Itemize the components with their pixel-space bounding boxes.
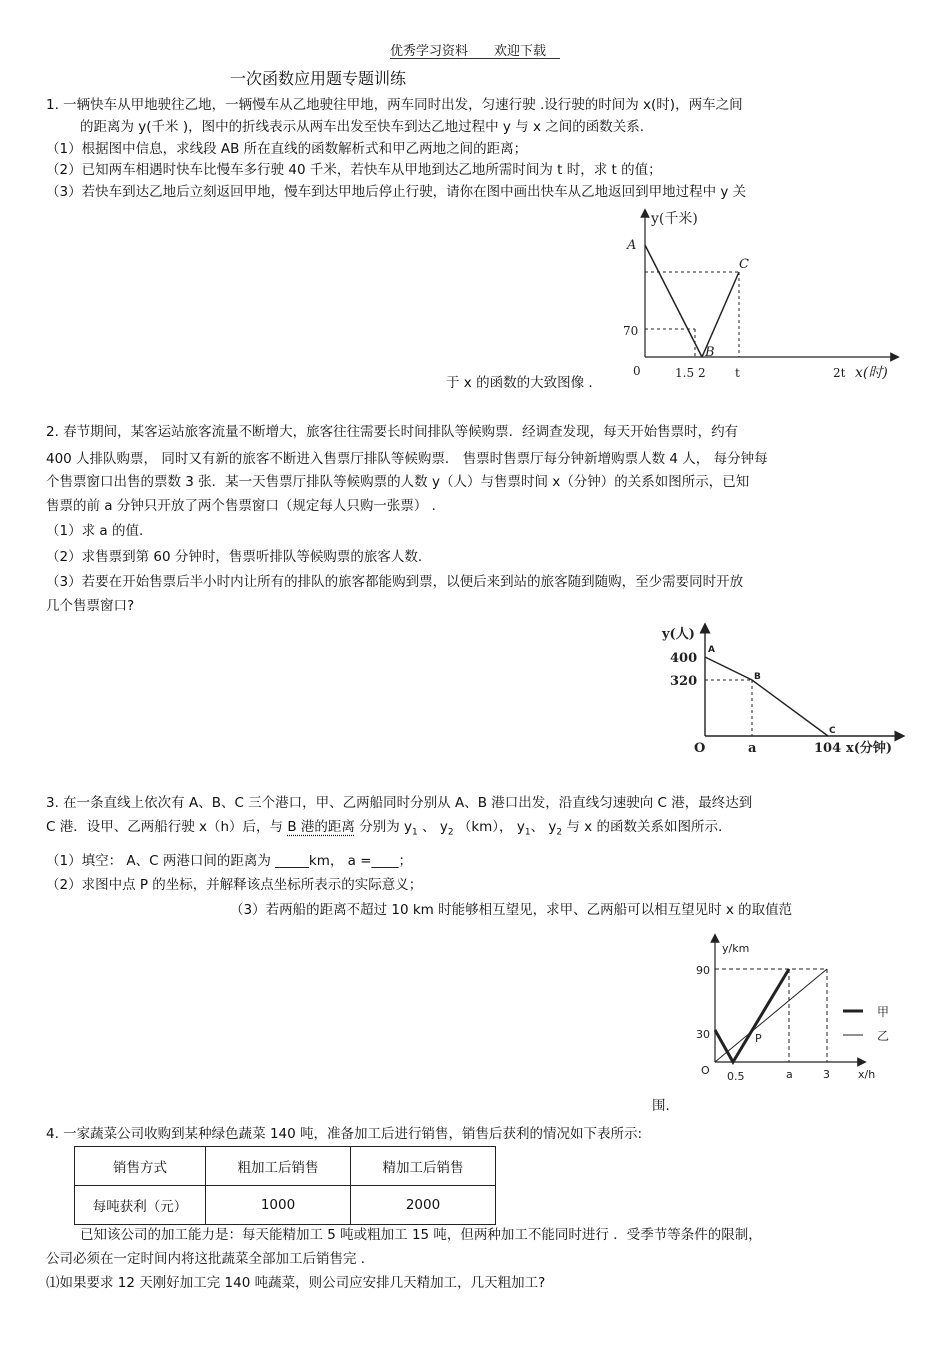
- table-header-cell: 销售方式: [75, 1147, 206, 1186]
- q3-sub-1: 1: [412, 827, 418, 838]
- q2-line-5: （1）求 a 的值.: [46, 523, 144, 539]
- q2-line-7: （3）若要在开始售票后半小时内让所有的排队的旅客都能购到票，以便后来到站的旅客随到随购，至少需要同时开放: [46, 574, 744, 590]
- q1-line-6: 于 x 的函数的大致图像 .: [446, 375, 593, 391]
- table-header-cell: 精加工后销售: [351, 1147, 496, 1186]
- graph-3-tick-a: a: [786, 1068, 793, 1081]
- graph-3-origin: O: [701, 1064, 710, 1077]
- graph-1-y-label: y(千米): [651, 211, 698, 227]
- q4-line-3: 公司必须在一定时间内将这批蔬菜全部加工后销售完 ．: [46, 1251, 375, 1267]
- graph-2-y-label: y(人): [662, 627, 695, 642]
- graph-2-line-abc: [705, 657, 828, 736]
- table-header-row: [75, 1147, 496, 1186]
- table-cell: 每吨获利（元）: [75, 1186, 206, 1225]
- graph-1-tick-70: 70: [623, 324, 639, 338]
- graph-2-tick-400: 400: [670, 651, 698, 666]
- graph-3-point-p: P: [755, 1032, 762, 1045]
- q3-sub-2: 2: [447, 827, 454, 838]
- graph-1-tick-15: 1.5: [675, 366, 695, 380]
- q3-line-6: 围.: [652, 1098, 670, 1114]
- graph-2-origin: O: [694, 741, 706, 756]
- q2-line-1: 2. 春节期间，某客运站旅客流量不断增大，旅客往往需要长时间排队等候购票．经调查发现，每天开始售票时，约有: [46, 424, 739, 440]
- q3-sub-4: 2: [556, 827, 563, 838]
- graph-1-point-a: A: [627, 238, 637, 253]
- q3-line-1: 3. 在一条直线上依次有 A、B、C 三个港口，甲、乙两船同时分别从 A、B 港口出发，沿直线匀速驶向 C 港，最终达到: [46, 795, 753, 811]
- q2-line-3: 个售票窗口出售的票数 3 张．某一天售票厅排队等候购票的人数 y（人）与售票时间 x（分钟）的关系如图所示，已知: [46, 474, 750, 490]
- graph-1-origin: 0: [633, 364, 641, 378]
- graph-3-legend-jia: 甲: [877, 1005, 890, 1019]
- q3-line-2-part-e: 、 y: [417, 819, 448, 835]
- graph-2-tick-104: 104: [814, 741, 842, 756]
- graph-3-tick-90: 90: [696, 964, 710, 977]
- q4-line-1: 4. 一家蔬菜公司收购到某种绿色蔬菜 140 吨，准备加工后进行销售，销售后获利的情况如下表所示:: [46, 1126, 643, 1142]
- q1-line-5: （3）若快车到达乙地后立刻返回甲地，慢车到达甲地后停止行驶，请你在图中画出快车从乙地返回到甲地过程中 y 关: [46, 184, 747, 200]
- graph-2-tick-a: a: [748, 741, 757, 756]
- graph-1-tick-2t: 2t: [833, 366, 846, 380]
- graph-2-x-label: x(分钟): [846, 741, 893, 756]
- q3-line-2-part-c: 分别为 y: [354, 819, 412, 835]
- profit-table: [74, 1146, 496, 1225]
- header-underline: [390, 58, 560, 59]
- graph-3-line-jia: [715, 969, 789, 1062]
- q3-line-2-part-g: （km）， y: [453, 819, 525, 835]
- graph-1-segment-ab: [645, 245, 702, 357]
- graph-3: [690, 932, 910, 1087]
- q1-line-3: （1）根据图中信息，求线段 AB 所在直线的函数解析式和甲乙两地之间的距离；: [46, 141, 528, 157]
- graph-2-point-a: A: [708, 645, 715, 655]
- q1-line-2: 的距离为 y(千米 )，图中的折线表示从两车出发至快车到达乙地过程中 y 与 x 之间的函数关系.: [80, 119, 645, 135]
- graph-1-tick-t: t: [735, 366, 740, 380]
- graph-1-point-b: B: [705, 345, 715, 360]
- graph-3-legend-yi: 乙: [877, 1029, 890, 1043]
- q4-line-2: 已知该公司的加工能力是：每天能精加工 5 吨或粗加工 15 吨，但两种加工不能同时进行 ．受季节等条件的限制，: [80, 1227, 762, 1243]
- table-cell: 2000: [351, 1186, 496, 1225]
- q3-line-2-part-a: C 港．设甲、乙两船行驶 x（h）后，与: [46, 819, 288, 835]
- q3-line-2-part-b: B 港的距离: [287, 819, 355, 835]
- graph-1: [615, 205, 905, 385]
- graph-3-tick-05: 0.5: [727, 1070, 745, 1083]
- graph-2-point-c: C: [829, 726, 836, 736]
- graph-1-x-label: x(时): [855, 365, 888, 381]
- graph-2: [660, 622, 910, 762]
- page-header: 优秀学习资料 欢迎下载: [390, 44, 547, 59]
- q1-line-1: 1. 一辆快车从甲地驶往乙地，一辆慢车从乙地驶往甲地，两车同时出发，匀速行驶 .设行驶的时间为 x(时)，两车之间: [46, 97, 743, 113]
- table-row: [75, 1186, 496, 1225]
- graph-3-line-yi: [715, 969, 827, 1062]
- q1-line-4: （2）已知两车相遇时快车比慢车多行驶 40 千米，若快车从甲地到达乙地所需时间为 t 时，求 t 的值；: [46, 162, 662, 178]
- q2-line-4: 售票的前 a 分钟只开放了两个售票窗口（规定每人只购一张票） ．: [46, 498, 446, 514]
- q3-line-4: （2）求图中点 P 的坐标，并解释该点坐标所表示的实际意义；: [46, 877, 423, 893]
- q3-sub-3: 1: [524, 827, 531, 838]
- q3-line-5: （3）若两船的距离不超过 10 km 时能够相互望见，求甲、乙两船可以相互望见时 x 的取值范: [230, 902, 793, 918]
- graph-3-y-label: y/km: [722, 942, 750, 955]
- q3-line-3: （1）填空： A、C 两港口间的距离为 _____km， a =____；: [46, 853, 413, 869]
- graph-3-x-label: x/h: [858, 1068, 876, 1081]
- q4-line-4: ⑴如果要求 12 天刚好加工完 140 吨蔬菜，则公司应安排几天精加工，几天粗加工?: [46, 1275, 546, 1291]
- q3-line-2-part-k: 与 x 的函数关系如图所示.: [562, 819, 723, 835]
- table-cell: 1000: [206, 1186, 351, 1225]
- document-title: 一次函数应用题专题训练: [230, 69, 407, 88]
- q3-line-2: [46, 818, 722, 842]
- q2-line-2: 400 人排队购票， 同时又有新的旅客不断进入售票厅排队等候购票． 售票时售票厅每分钟新增购票人数 4 人， 每分钟每: [46, 451, 768, 467]
- graph-3-tick-3: 3: [823, 1068, 830, 1081]
- graph-1-point-c: C: [739, 257, 749, 272]
- table-header-cell: 粗加工后销售: [206, 1147, 351, 1186]
- graph-1-tick-2: 2: [698, 366, 706, 380]
- q2-line-6: （2）求售票到第 60 分钟时，售票听排队等候购票的旅客人数.: [46, 549, 423, 565]
- graph-3-tick-30: 30: [696, 1028, 710, 1041]
- graph-2-tick-320: 320: [670, 674, 698, 689]
- q3-line-2-part-i: 、 y: [530, 819, 557, 835]
- graph-2-point-b: B: [754, 672, 761, 682]
- q2-line-8: 几个售票窗口?: [46, 598, 135, 614]
